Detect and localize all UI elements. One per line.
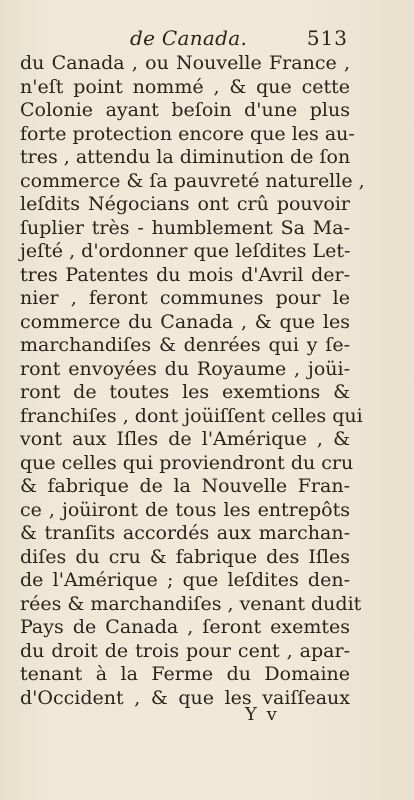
page-number: 513 xyxy=(306,26,348,50)
running-title: de Canada. xyxy=(130,26,248,50)
text-line: que celles qui proviendront du cru xyxy=(20,451,354,474)
text-line: diſes du cru & fabrique des Iſles xyxy=(20,545,350,568)
signature-mark: Y v xyxy=(245,704,279,725)
text-line: forte protection encore que les au- xyxy=(20,122,355,145)
body-text xyxy=(20,52,365,710)
text-line: nier , feront communes pour le xyxy=(20,287,350,309)
text-line: d'Occident , & que les vaiſſeaux xyxy=(20,686,350,709)
text-line: vont aux Iſles de l'Amérique , & xyxy=(20,428,350,450)
text-line: tenant à la Ferme du Domaine xyxy=(20,663,350,685)
text-line: franchiſes , dont joüiſſent celles qui xyxy=(20,404,363,427)
text-line: rées & marchandiſes , venant dudit xyxy=(20,592,362,615)
text-line: du droit de trois pour cent , apar- xyxy=(20,639,350,662)
text-line: tres , attendu la diminution de ſon xyxy=(20,146,351,168)
text-line: leſdits Négocians ont crû pouvoir xyxy=(20,193,350,215)
text-line: jeſté , d'ordonner que leſdites Let- xyxy=(20,240,351,262)
text-line: & fabrique de la Nouvelle Fran- xyxy=(20,475,350,497)
text-line: marchandiſes & denrées qui y ſe- xyxy=(20,334,350,356)
text-line: Pays de Canada , ſeront exemtes xyxy=(20,616,350,638)
text-line: ront envoyées du Royaume , joüi- xyxy=(20,357,350,380)
running-head xyxy=(0,26,414,52)
text-line: de l'Amérique ; que leſdites den- xyxy=(20,569,350,591)
text-line: Colonie ayant beſoin d'une plus xyxy=(20,99,350,121)
text-line: & tranſits accordés aux marchan- xyxy=(20,522,350,544)
text-line: ce , joüiront de tous les entrepôts xyxy=(20,498,350,521)
text-line: ront de toutes les exemtions & xyxy=(20,381,350,403)
text-line: commerce & ſa pauvreté naturelle , xyxy=(20,169,365,192)
text-line: n'eſt point nommé , & que cette xyxy=(20,75,350,98)
text-line: du Canada , ou Nouvelle France , xyxy=(20,52,350,74)
text-line: ſuplier très - humblement Sa Ma- xyxy=(20,216,350,239)
text-line: commerce du Canada , & que les xyxy=(20,310,350,333)
text-line: tres Patentes du mois d'Avril der- xyxy=(20,263,350,286)
